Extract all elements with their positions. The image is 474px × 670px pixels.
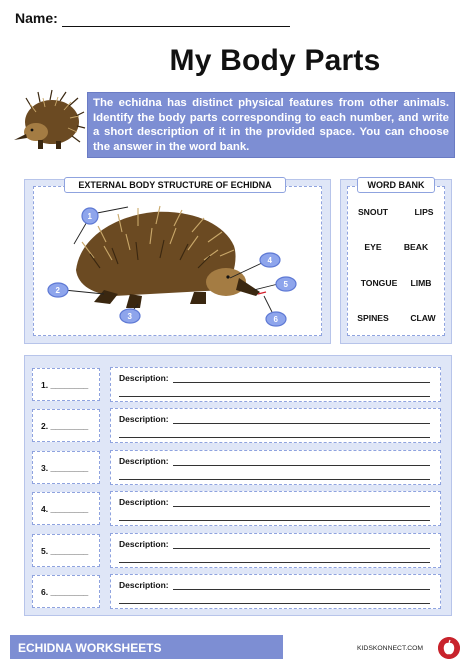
description-line: [173, 465, 430, 466]
description-line: [173, 506, 430, 507]
answer-number-box[interactable]: [32, 534, 100, 567]
description-label: Description:: [119, 414, 169, 424]
page-title: My Body Parts: [169, 44, 381, 77]
answer-number: 3. ________: [41, 463, 89, 473]
word-bank-word: BEAK: [403, 242, 429, 252]
answer-number: 6. ________: [41, 587, 89, 597]
description-box[interactable]: [110, 491, 441, 526]
answer-number-box[interactable]: [32, 409, 100, 442]
description-box[interactable]: [110, 533, 441, 568]
description-line: [173, 589, 430, 590]
description-line: [119, 479, 430, 480]
word-bank-word: LIMB: [410, 278, 432, 288]
marker-5-label: 5: [283, 280, 288, 289]
description-box[interactable]: [110, 450, 441, 485]
site-name: KIDSKONNECT.COM: [357, 645, 424, 652]
description-box[interactable]: [110, 367, 441, 402]
description-label: Description:: [119, 580, 169, 590]
description-line: [173, 382, 430, 383]
description-label: Description:: [119, 497, 169, 507]
description-line: [119, 437, 430, 438]
description-line: [119, 562, 430, 563]
apple-logo-icon: [438, 637, 460, 659]
echidna-illustration: [12, 88, 86, 154]
answer-number-box[interactable]: [32, 368, 100, 401]
word-bank-word: LIPS: [414, 207, 434, 217]
echidna-diagram: [34, 198, 322, 334]
word-bank-word: TONGUE: [360, 278, 398, 288]
answer-number: 1. ________: [41, 380, 89, 390]
answer-number: 2. ________: [41, 421, 89, 431]
description-label: Description:: [119, 456, 169, 466]
answer-number: 5. ________: [41, 546, 89, 556]
description-line: [119, 520, 430, 521]
answer-number-box[interactable]: [32, 575, 100, 608]
marker-2-label: 2: [55, 286, 60, 295]
structure-title: EXTERNAL BODY STRUCTURE OF ECHIDNA: [64, 177, 286, 193]
description-label: Description:: [119, 539, 169, 549]
description-box[interactable]: [110, 574, 441, 609]
description-box[interactable]: [110, 408, 441, 443]
description-line: [173, 423, 430, 424]
word-bank-word: CLAW: [410, 313, 436, 323]
description-line: [119, 603, 430, 604]
name-label: Name:: [15, 10, 58, 26]
word-bank-word: SNOUT: [357, 207, 389, 217]
name-input-line[interactable]: [62, 26, 290, 27]
marker-4-label: 4: [267, 256, 272, 265]
marker-1-label: 1: [87, 212, 92, 221]
instructions-box: The echidna has distinct physical features from other animals. Identify the body parts corresponding to each number, and write a short description of it in the provided space. You can choose the answer in the word bank.: [87, 92, 455, 158]
answer-number-box[interactable]: [32, 451, 100, 484]
word-bank-word: SPINES: [357, 313, 389, 323]
marker-3-label: 3: [127, 312, 132, 321]
word-bank-word: EYE: [364, 242, 382, 252]
footer-title: ECHIDNA WORKSHEETS: [18, 641, 162, 655]
answer-number: 4. ________: [41, 504, 89, 514]
answer-number-box[interactable]: [32, 492, 100, 525]
description-line: [173, 548, 430, 549]
description-label: Description:: [119, 373, 169, 383]
word-bank-title: WORD BANK: [357, 177, 435, 193]
marker-6-label: 6: [273, 315, 278, 324]
description-line: [119, 396, 430, 397]
